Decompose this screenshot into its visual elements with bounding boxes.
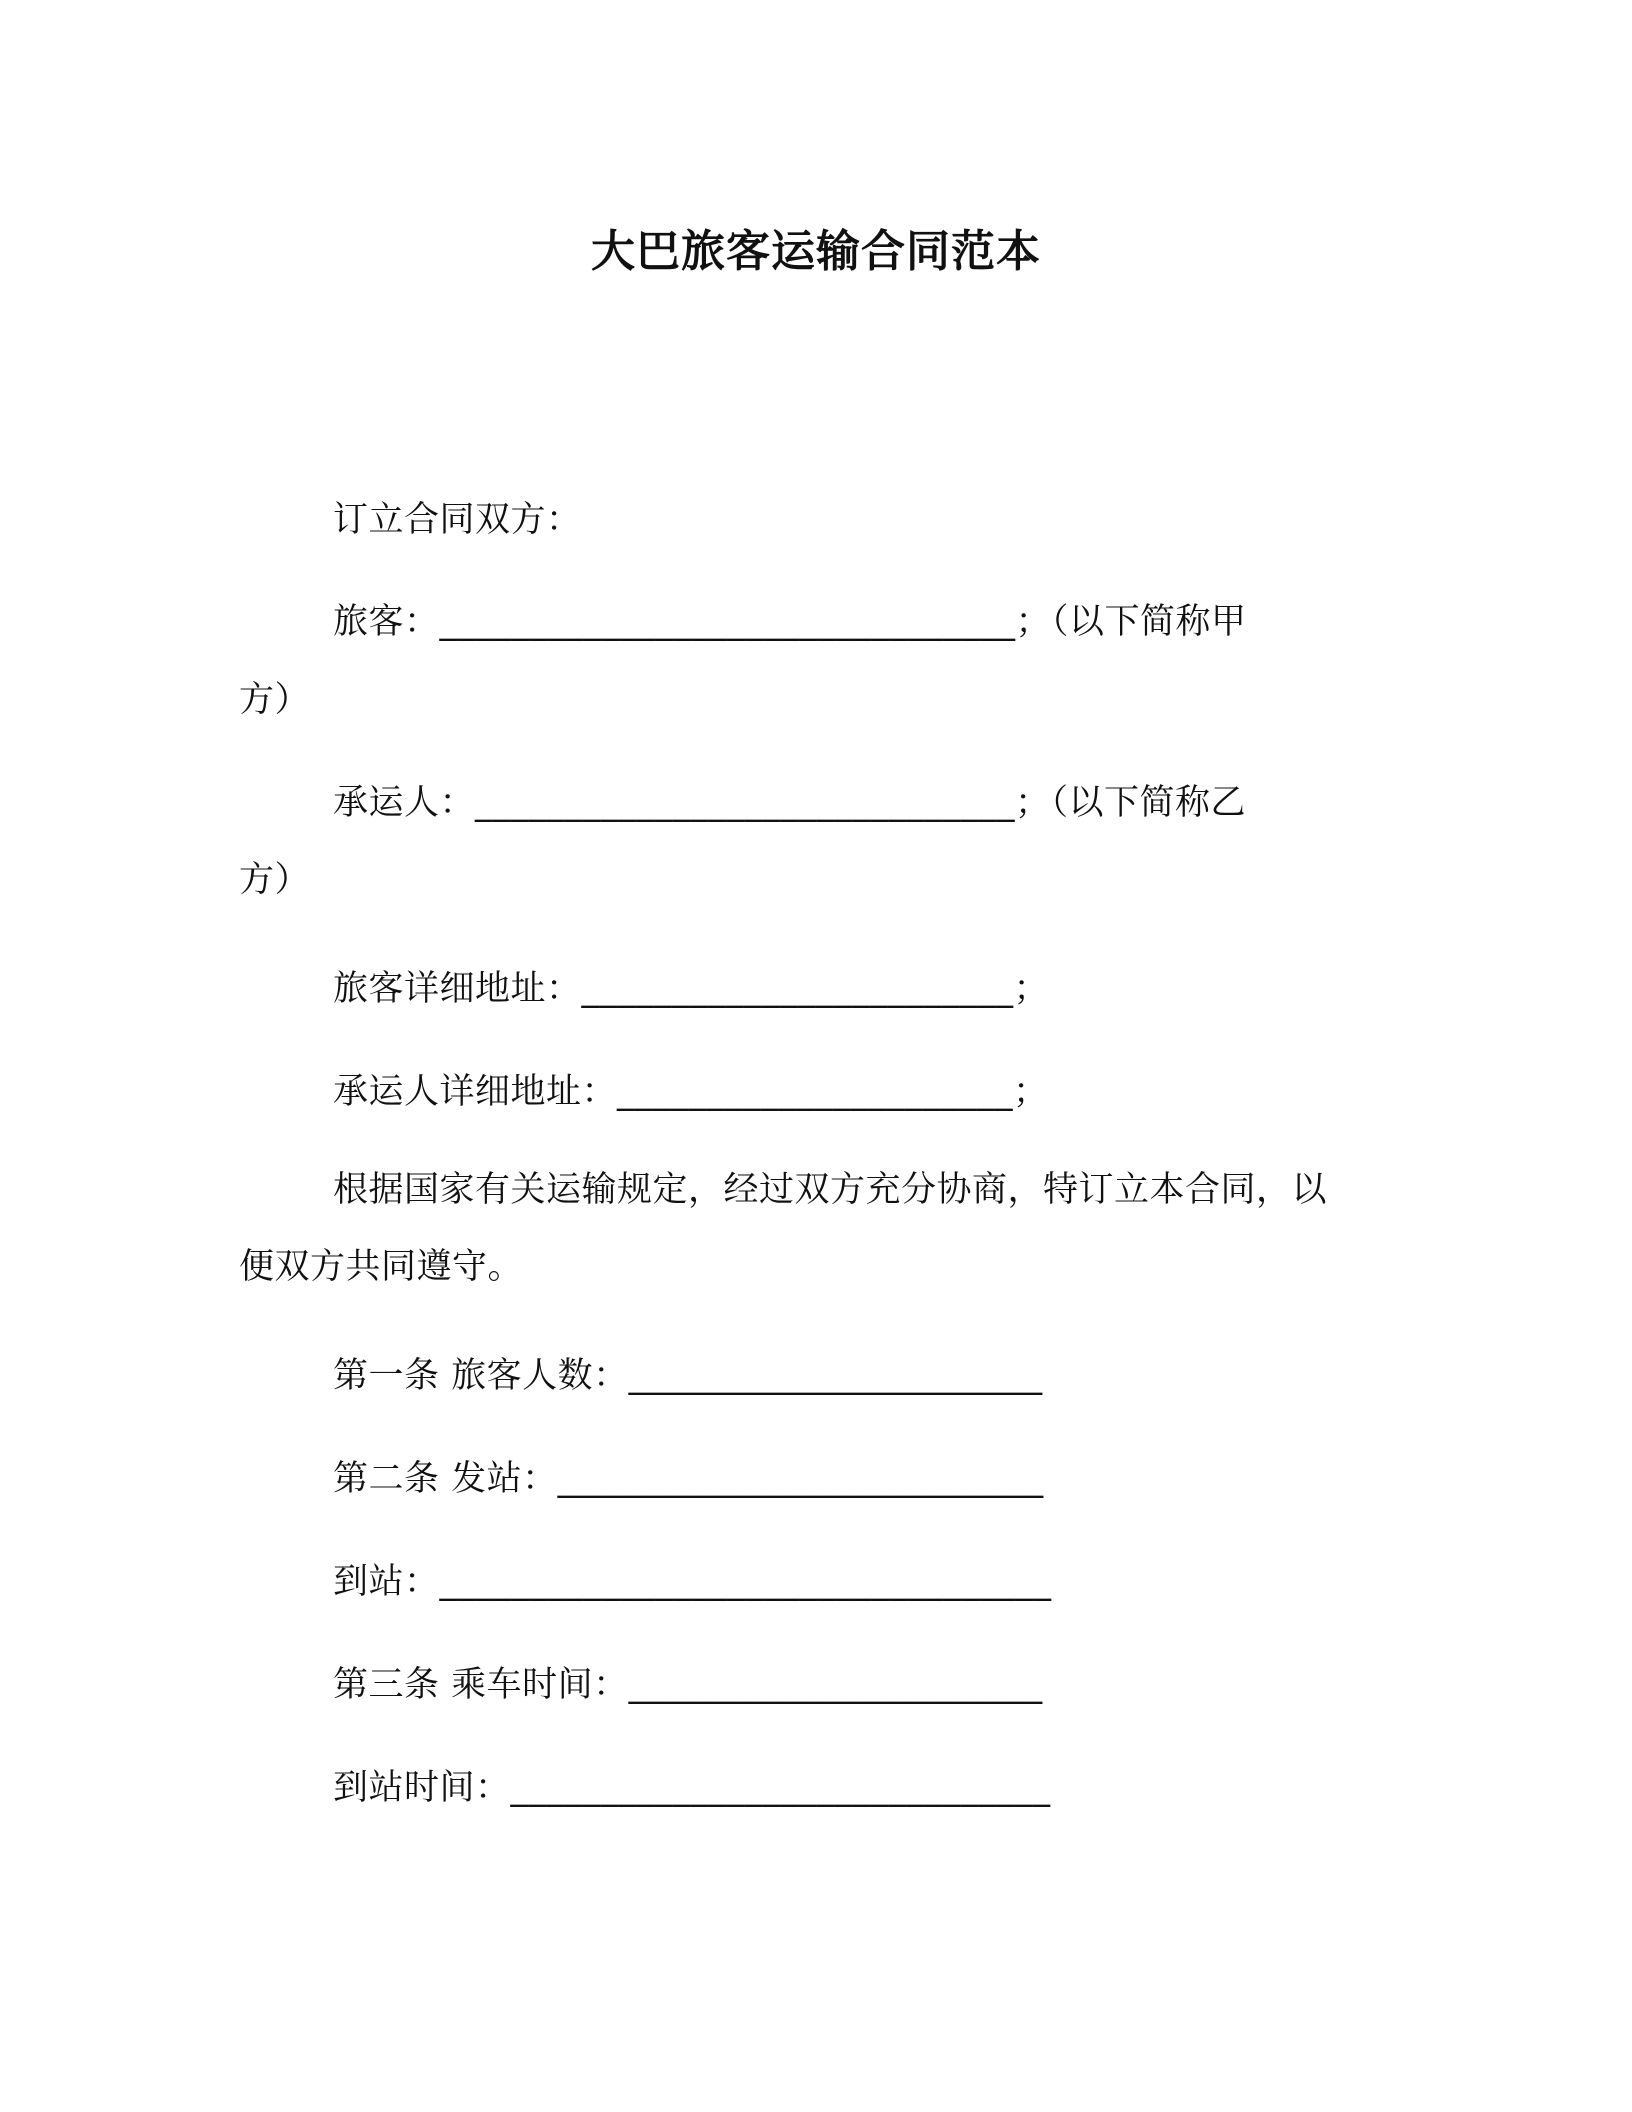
carrier-line-continuation: 方） xyxy=(239,860,311,900)
article-1-passenger-count: 第一条 旅客人数：_______________________ xyxy=(333,1356,1043,1396)
preamble-paragraph-continuation: 便双方共同遵守。 xyxy=(239,1247,524,1287)
article-3-boarding-time: 第三条 乘车时间：_______________________ xyxy=(333,1665,1043,1705)
passenger-line-continuation: 方） xyxy=(239,680,311,720)
arrival-time-line: 到站时间：______________________________ xyxy=(333,1768,1051,1808)
passenger-address-line: 旅客详细地址：________________________； xyxy=(333,969,1050,1009)
carrier-address-line: 承运人详细地址：______________________； xyxy=(333,1072,1049,1112)
preamble-paragraph: 根据国家有关运输规定，经过双方充分协商，特订立本合同，以 xyxy=(333,1170,1328,1210)
passenger-line: 旅客：________________________________；（以下简称甲 xyxy=(333,602,1247,642)
parties-heading: 订立合同双方： xyxy=(333,500,582,540)
arrival-station-line: 到站：__________________________________ xyxy=(333,1562,1052,1602)
carrier-line: 承运人：______________________________；（以下简称乙 xyxy=(333,783,1247,823)
article-2-departure-station: 第二条 发站：___________________________ xyxy=(333,1459,1044,1499)
document-title: 大巴旅客运输合同范本 xyxy=(591,226,1041,277)
